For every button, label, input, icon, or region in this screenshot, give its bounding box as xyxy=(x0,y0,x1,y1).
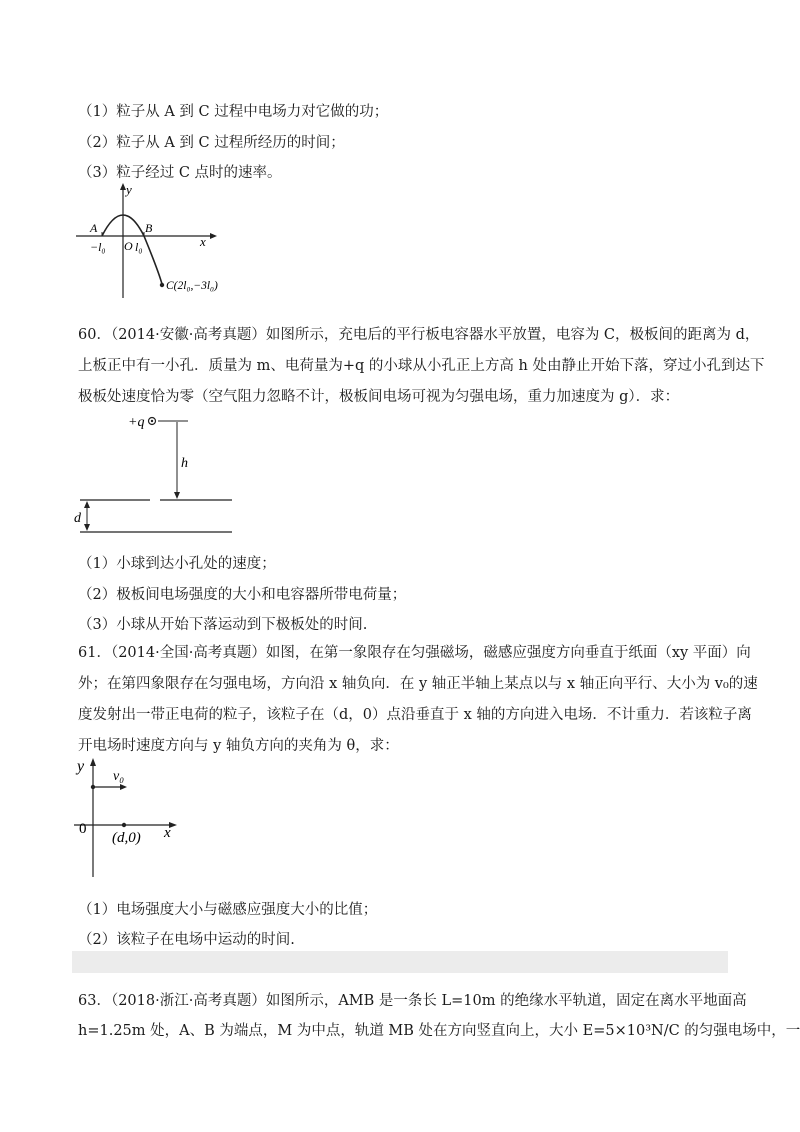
q60-line1: 60．（2014·安徽·高考真题）如图所示，充电后的平行板电容器水平放置，电容为 C，极板间的距离为 d， xyxy=(78,327,760,343)
q59-o-label: O xyxy=(124,239,133,253)
q61-v0-label: v₀ xyxy=(113,769,125,784)
q63-line1: 63．（2018·浙江·高考真题）如图所示，AMB 是一条长 L=10m 的绝缘水平轨道，固定在离水平地面高 xyxy=(78,993,747,1009)
q61-y-label: y xyxy=(77,758,85,775)
q60-sub1: （1）小球到达小孔处的速度； xyxy=(78,556,276,572)
q61-origin-label: 0 xyxy=(79,821,87,837)
q59-y-label: y xyxy=(126,182,132,197)
q61-point-label: (d,0) xyxy=(112,830,141,846)
q59-a-label: A xyxy=(90,221,98,235)
q61-sub2: （2）该粒子在电场中运动的时间. xyxy=(78,932,295,948)
q60-d-label: d xyxy=(74,511,81,526)
q60-charge-label: +q xyxy=(128,415,145,430)
q60-h-label: h xyxy=(181,456,188,471)
q59-x-label: x xyxy=(200,234,206,249)
q61-x-label: x xyxy=(164,825,171,841)
q59-neg-l0-label: −l₀ xyxy=(90,240,106,254)
q59-sub3: （3）粒子经过 C 点时的速率。 xyxy=(78,165,282,181)
q59-figure xyxy=(72,180,242,302)
q60-sub3: （3）小球从开始下落运动到下极板处的时间. xyxy=(78,617,368,633)
q59-l0-label: l₀ xyxy=(135,240,143,254)
q61-sub1: （1）电场强度大小与磁感应强度大小的比值； xyxy=(78,902,378,918)
q61-point-d xyxy=(122,823,126,827)
q61-line3: 度发射出一带正电荷的粒子，该粒子在（d，0）点沿垂直于 x 轴的方向进入电场．不计重力．若该粒子离 xyxy=(78,707,752,723)
q59-x-arrow xyxy=(210,233,217,239)
q60-line2: 上板正中有一小孔．质量为 m、电荷量为+q 的小球从小孔正上方高 h 处由静止开始下落，穿过小孔到达下 xyxy=(78,358,765,374)
q59-point-c xyxy=(160,283,164,287)
q59-sub1: （1）粒子从 A 到 C 过程中电场力对它做的功； xyxy=(78,104,389,120)
q59-b-label: B xyxy=(145,221,153,235)
q61-line2: 外；在第四象限存在匀强电场，方向沿 x 轴负向．在 y 轴正半轴上某点以与 x 轴正向平行、大小为 v₀的速 xyxy=(78,676,758,692)
q61-line4: 开电场时速度方向与 y 轴负方向的夹角为 θ，求： xyxy=(78,738,399,754)
q61-figure xyxy=(70,755,190,880)
q61-line1: 61．（2014·全国·高考真题）如图，在第一象限存在匀强磁场，磁感应强度方向垂直于纸面（xy 平面）向 xyxy=(78,645,751,661)
q60-line3: 极板处速度恰为零（空气阻力忽略不计，极板间电场可视为匀强电场，重力加速度为 g）．求： xyxy=(78,389,680,405)
q60-figure xyxy=(70,410,250,538)
q63-line2: h=1.25m 处，A、B 为端点，M 为中点，轨道 MB 处在方向竖直向上，大小 E=5×10³N/C 的匀强电场中，一 xyxy=(78,1023,800,1039)
separator-band xyxy=(72,951,728,973)
q59-c-label: C(2l₀,−3l₀) xyxy=(166,280,218,292)
q59-sub2: （2）粒子从 A 到 C 过程所经历的时间； xyxy=(78,135,345,151)
q60-sub2: （2）极板间电场强度的大小和电容器所带电荷量； xyxy=(78,587,407,603)
